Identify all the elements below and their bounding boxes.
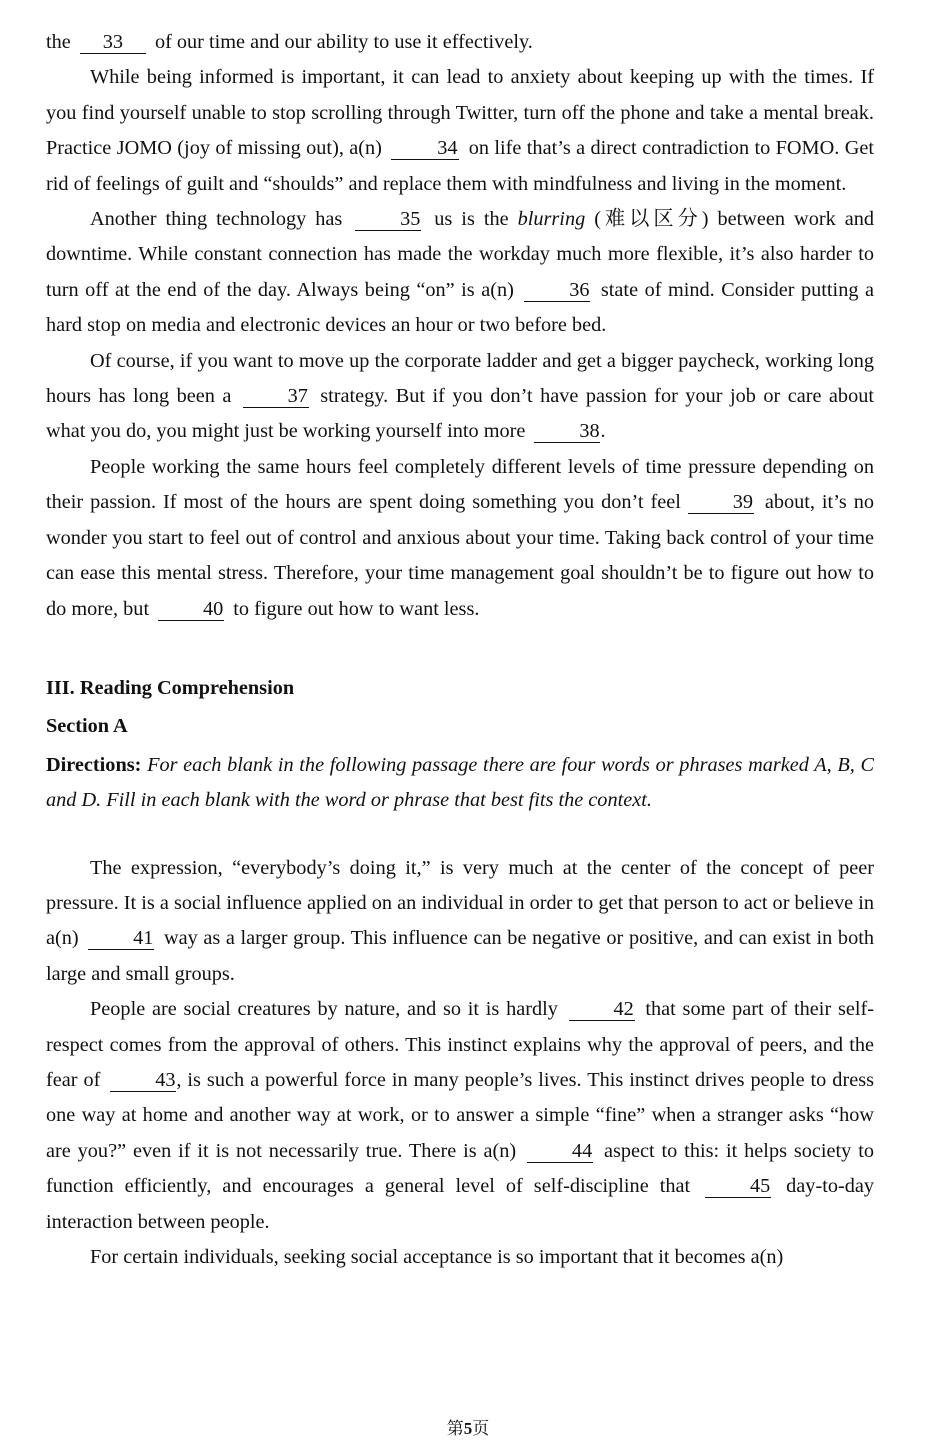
page-prefix: 第 [446,1419,464,1438]
text: about, it’s no wonder you start to feel out of control and anxious about your time. Taking back control of your time can ease this mental stress. Therefore, your time management goal shouldn’t be to figure out how to do more, but [46,491,874,620]
blank-37: 37 [243,385,309,408]
passage1-paragraph-1 [46,60,874,202]
text: on life that’s a direct contradiction to FOMO. Get rid of feelings of guilt and “shoulds” and replace them with mindfulness and living in the moment. [46,137,874,195]
blank-41: 41 [88,927,154,950]
italic-term: blurring [517,208,586,231]
text: day-to-day interaction between people. [46,1175,875,1233]
directions-text: For each blank in the following passage there are four words or phrases marked A, B, C and D. Fill in each blank with the word or phrase that best fits the context. [46,753,874,812]
text: way as a larger group. This influence can be negative or positive, and can exist in both large and small groups. [46,927,874,985]
text: Of course, if you want to move up the corporate ladder and get a bigger paycheck, working long hours has long been a [46,349,874,408]
section-subheading: Section A [46,715,128,738]
text: People working the same hours feel completely different levels of time pressure depending on their passion. If most of the hours are spent doing something you don’t feel [46,455,874,514]
text: People are social creatures by nature, and so it is hardly [90,998,558,1021]
passage1-paragraph-2 [46,202,874,344]
text: aspect to this: it helps society to function efficiently, and encourages a general level of self-discipline that [46,1139,874,1198]
blank-45: 45 [705,1175,771,1198]
blank-38: 38 [534,420,600,443]
text: that some part of their self-respect comes from the approval of others. This instinct explains why the approval of peers, and the fear of [46,998,874,1091]
passage2-paragraph-3: For certain individuals, seeking social acceptance is so important that it becomes a(n) [90,1246,784,1268]
passage1-paragraph-0 [46,25,874,60]
text: . [600,420,606,443]
blank-42: 42 [569,998,635,1021]
text: , is such a powerful force in many people’s lives. This instinct drives people to dress one way at home and another way at work, or to answer a simple “fine” when a stranger asks “how are you?” even if it is not necessarily true. There is a(n) [46,1068,874,1162]
passage1-paragraph-4 [46,450,874,627]
blank-35: 35 [355,208,421,231]
text: Another thing technology has [90,208,343,231]
blank-39: 39 [688,491,754,514]
text: While being informed is important, it can lead to anxiety about keeping up with the times. If you find yourself unable to stop scrolling through Twitter, turn off the phone and take a mental break. Practice JOMO (joy of missing out), a(n) [46,66,874,160]
text: between work and downtime. While constant connection has made the workday much more flexible, it’s also harder to turn off at the end of the day. Always being “on” is a(n) [46,208,874,301]
passage2-paragraph-2 [46,992,874,1240]
directions-label: Directions: [46,753,142,776]
page-suffix: 页 [472,1419,490,1438]
text: of our time and our ability to use it effectively. [154,31,533,53]
blank-33: 33 [80,31,146,54]
passage2-paragraph-1 [46,851,874,993]
text: us is the [434,208,509,231]
directions [46,748,874,819]
blank-43: 43 [110,1069,176,1092]
text: The expression, “everybody’s doing it,” is very much at the center of the concept of peer pressure. It is a social influence applied on an individual in order to get that person to act or believe in a(n) [46,856,874,950]
blank-36: 36 [524,279,590,302]
blank-44: 44 [527,1140,593,1163]
blank-34: 34 [391,137,459,160]
section-heading: III. Reading Comprehension [46,676,295,699]
chinese-gloss: (难以区分) [594,208,709,231]
text: strategy. But if you don’t have passion for your job or care about what you do, you might just be working yourself into more [46,385,874,443]
text: the [46,31,71,53]
page-num: 5 [463,1419,473,1438]
text: to figure out how to want less. [233,597,480,620]
passage1-paragraph-3 [46,344,874,450]
page-number [0,1414,936,1439]
exam-page [46,25,874,1275]
blank-40: 40 [158,598,224,621]
text: state of mind. Consider putting a hard stop on media and electronic devices an hour or two before bed. [46,278,874,337]
